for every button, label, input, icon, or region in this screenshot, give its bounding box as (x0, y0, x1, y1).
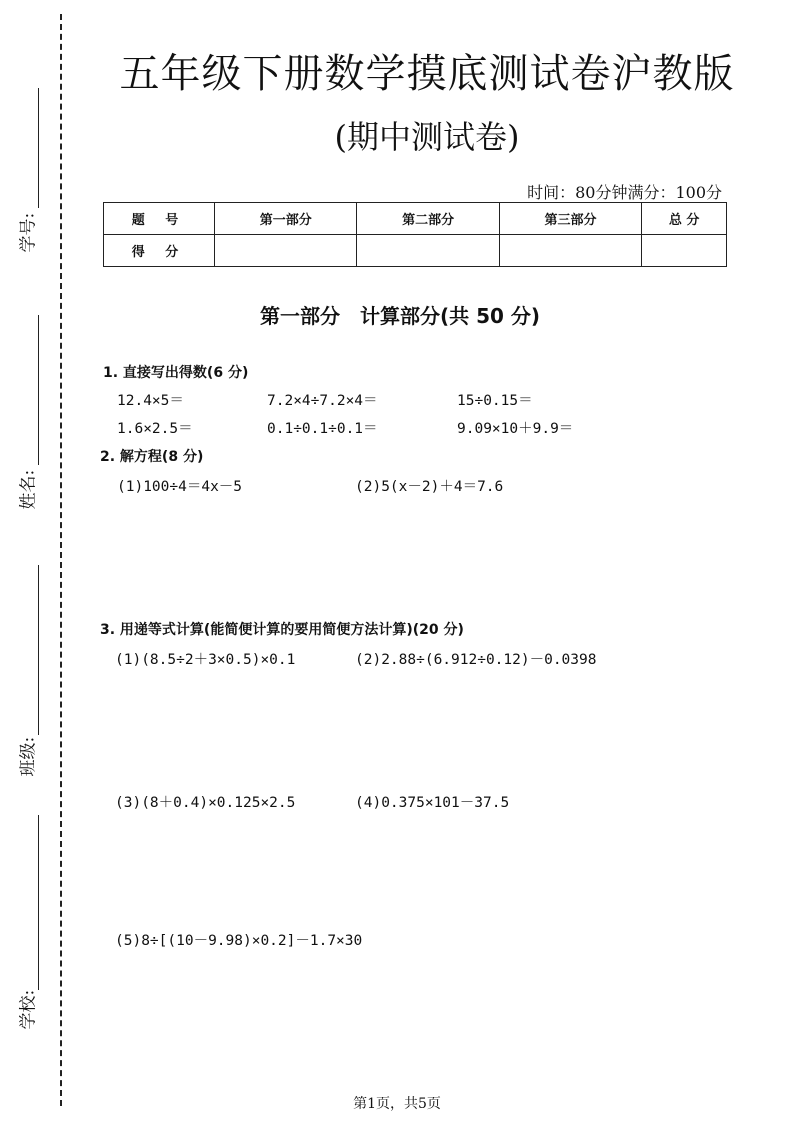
score-table-cell: 第二部分 (357, 203, 499, 235)
score-input-cell[interactable] (215, 235, 357, 267)
question-item: (2)2.88÷(6.912÷0.12)－0.0398 (355, 652, 597, 668)
score-table-header-row (104, 203, 727, 235)
score-table-cell: 第三部分 (499, 203, 641, 235)
time-info: 时间：80分钟满分：100分 (527, 183, 722, 202)
question-item: (2)5(x－2)＋4＝7.6 (355, 479, 504, 495)
score-input-cell[interactable] (357, 235, 499, 267)
score-input-cell[interactable] (642, 235, 727, 267)
question-item: (3)(8＋0.4)×0.125×2.5 (115, 795, 296, 811)
question-item: (1)100÷4＝4x－5 (117, 479, 243, 495)
score-table-cell: 第一部分 (215, 203, 357, 235)
student-id-line (38, 88, 39, 208)
section-one-title: 1. 直接写出得数(6 分) (103, 365, 249, 381)
question-item: (4)0.375×101－37.5 (355, 795, 510, 811)
class-line (38, 565, 39, 735)
question-item: 15÷0.15＝ (457, 393, 533, 409)
part-one-heading: 第一部分 计算部分(共 50 分) (259, 304, 541, 328)
question-item: 0.1÷0.1÷0.1＝ (267, 421, 378, 437)
question-item: (1)(8.5÷2＋3×0.5)×0.1 (115, 652, 296, 668)
student-id-label: 学号: (18, 212, 39, 253)
section-three-title: 3. 用递等式计算(能简便计算的要用简便方法计算)(20 分) (100, 622, 464, 638)
school-line (38, 815, 39, 990)
question-item: (5)8÷[(10－9.98)×0.2]－1.7×30 (115, 933, 363, 949)
section-two-title: 2. 解方程(8 分) (100, 449, 204, 465)
score-table-cell: 总 分 (642, 203, 727, 235)
question-item: 9.09×10＋9.9＝ (457, 421, 574, 437)
question-item: 1.6×2.5＝ (117, 421, 193, 437)
page-title: 五年级下册数学摸底测试卷沪教版 (119, 51, 735, 97)
binding-dashed-line (60, 14, 62, 1106)
score-table-cell: 题 号 (104, 203, 215, 235)
school-label: 学校: (18, 989, 39, 1030)
question-item: 12.4×5＝ (117, 393, 184, 409)
class-label: 班级: (18, 736, 39, 777)
question-item: 7.2×4÷7.2×4＝ (267, 393, 378, 409)
score-table-score-row (104, 235, 727, 267)
page-subtitle: (期中测试卷) (334, 118, 520, 156)
page-number: 第1页，共5页 (353, 1096, 441, 1112)
score-table-cell: 得 分 (104, 235, 215, 267)
name-label: 姓名: (18, 469, 39, 510)
score-table (103, 202, 727, 267)
name-line (38, 315, 39, 465)
score-input-cell[interactable] (499, 235, 641, 267)
